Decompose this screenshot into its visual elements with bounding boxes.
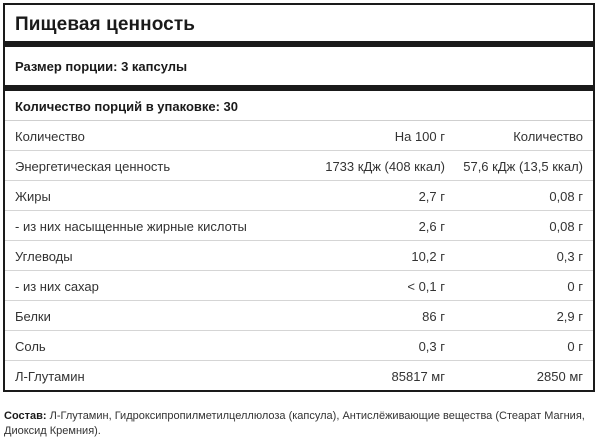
nutrient-name: Л-Глутамин bbox=[15, 369, 85, 384]
per-serving-value: Количество bbox=[513, 129, 583, 144]
servings-per-container: Количество порций в упаковке: 30 bbox=[5, 91, 593, 121]
per-serving-value: 57,6 кДж (13,5 ккал) bbox=[463, 159, 583, 174]
nutrient-row-salt bbox=[5, 331, 593, 361]
nutrient-row-fat bbox=[5, 181, 593, 211]
per-100g-value: 0,3 г bbox=[418, 339, 445, 354]
per-100g-value: 86 г bbox=[422, 309, 445, 324]
ingredients-label: Состав: bbox=[4, 410, 47, 422]
nutrient-name: Углеводы bbox=[15, 249, 73, 264]
per-100g-value: На 100 г bbox=[394, 129, 445, 144]
per-100g-value: 85817 мг bbox=[391, 369, 445, 384]
nutrient-name: Энергетическая ценность bbox=[15, 159, 171, 174]
per-serving-value: 0 г bbox=[567, 339, 583, 354]
nutrient-row-l-glutamine bbox=[5, 361, 593, 391]
per-100g-value: 1733 кДж (408 ккал) bbox=[325, 159, 445, 174]
per-100g-value: < 0,1 г bbox=[407, 279, 445, 294]
nutrient-name: Белки bbox=[15, 309, 51, 324]
nutrient-name: Соль bbox=[15, 339, 46, 354]
per-serving-value: 0 г bbox=[567, 279, 583, 294]
per-100g-value: 10,2 г bbox=[411, 249, 445, 264]
ingredients-text bbox=[4, 409, 596, 439]
nutrient-row-sugar bbox=[5, 271, 593, 301]
nutrient-row-saturated-fat bbox=[5, 211, 593, 241]
nutrition-facts-panel bbox=[3, 3, 595, 392]
per-serving-value: 0,08 г bbox=[549, 189, 583, 204]
ingredients-list: Л-Глутамин, Гидроксипропилметилцеллюлоза (капсула), Антислёживающие вещества (Стеарат Магния, Диоксид Кремния). bbox=[4, 410, 585, 437]
nutrient-row-protein bbox=[5, 301, 593, 331]
per-100g-value: 2,7 г bbox=[418, 189, 445, 204]
nutrient-row-header bbox=[5, 121, 593, 151]
per-100g-value: 2,6 г bbox=[418, 219, 445, 234]
nutrient-name: - из них сахар bbox=[15, 279, 99, 294]
per-serving-value: 0,08 г bbox=[549, 219, 583, 234]
nutrient-row-energy bbox=[5, 151, 593, 181]
nutrient-row-carbohydrates bbox=[5, 241, 593, 271]
nutrient-name: - из них насыщенные жирные кислоты bbox=[15, 219, 247, 234]
nutrient-name: Жиры bbox=[15, 189, 51, 204]
panel-title: Пищевая ценность bbox=[5, 5, 593, 47]
nutrient-name: Количество bbox=[15, 129, 85, 144]
per-serving-value: 2,9 г bbox=[556, 309, 583, 324]
serving-size: Размер порции: 3 капсулы bbox=[5, 47, 593, 91]
per-serving-value: 0,3 г bbox=[556, 249, 583, 264]
per-serving-value: 2850 мг bbox=[536, 369, 583, 384]
